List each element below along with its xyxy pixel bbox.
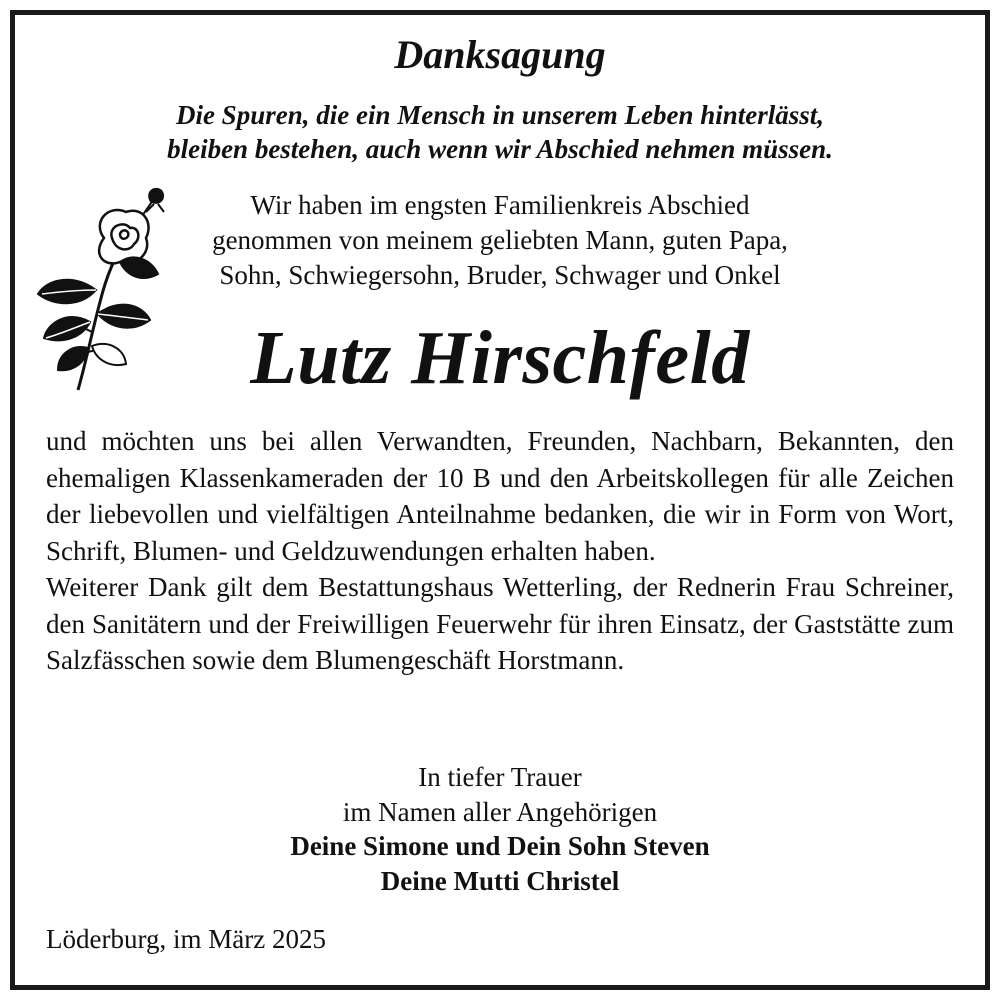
closing-line: In tiefer Trauer — [418, 762, 582, 792]
signature-line: Deine Simone und Dein Sohn Steven — [290, 831, 710, 861]
motto-quote — [0, 98, 1000, 166]
intro-line: Wir haben im engsten Familienkreis Abschied — [250, 190, 750, 220]
thanks-paragraph: Weiterer Dank gilt dem Bestattungshaus Wetterling, der Rednerin Frau Schreiner, den Sanitätern und der Freiwilligen Feuerwehr für ihren Einsatz, der Gaststätte zum Salzfässchen sowie dem Blumengeschäft Horstmann. — [46, 572, 954, 675]
signature-line: Deine Mutti Christel — [380, 865, 620, 896]
closing-line: im Namen aller Angehörigen — [342, 796, 658, 827]
motto-line: bleiben bestehen, auch wenn wir Abschied nehmen müssen. — [167, 134, 833, 164]
place-and-date: Löderburg, im März 2025 — [46, 924, 326, 954]
thanks-text — [46, 423, 954, 679]
thanks-paragraph: und möchten uns bei allen Verwandten, Freunden, Nachbarn, Bekannten, den ehemaligen Klassenkameraden der 10 B und den Arbeitskollegen für alle Zeichen der liebevollen und vielfältigen Anteilnahme bedanken, die wir in Form von Wort, Schrift, Blumen- und Geldzuwendungen erhalten haben. — [46, 426, 954, 566]
motto-line: Die Spuren, die ein Mensch in unserem Leben hinterlässt, — [175, 100, 825, 130]
deceased-name: Lutz Hirschfeld — [250, 316, 750, 400]
closing-block — [0, 760, 1000, 898]
intro-line: genommen von meinem geliebten Mann, guten Papa, — [212, 225, 788, 255]
intro-text — [150, 188, 850, 293]
notice-title: Danksagung — [394, 32, 606, 77]
intro-line: Sohn, Schwiegersohn, Bruder, Schwager und Onkel — [219, 260, 781, 290]
